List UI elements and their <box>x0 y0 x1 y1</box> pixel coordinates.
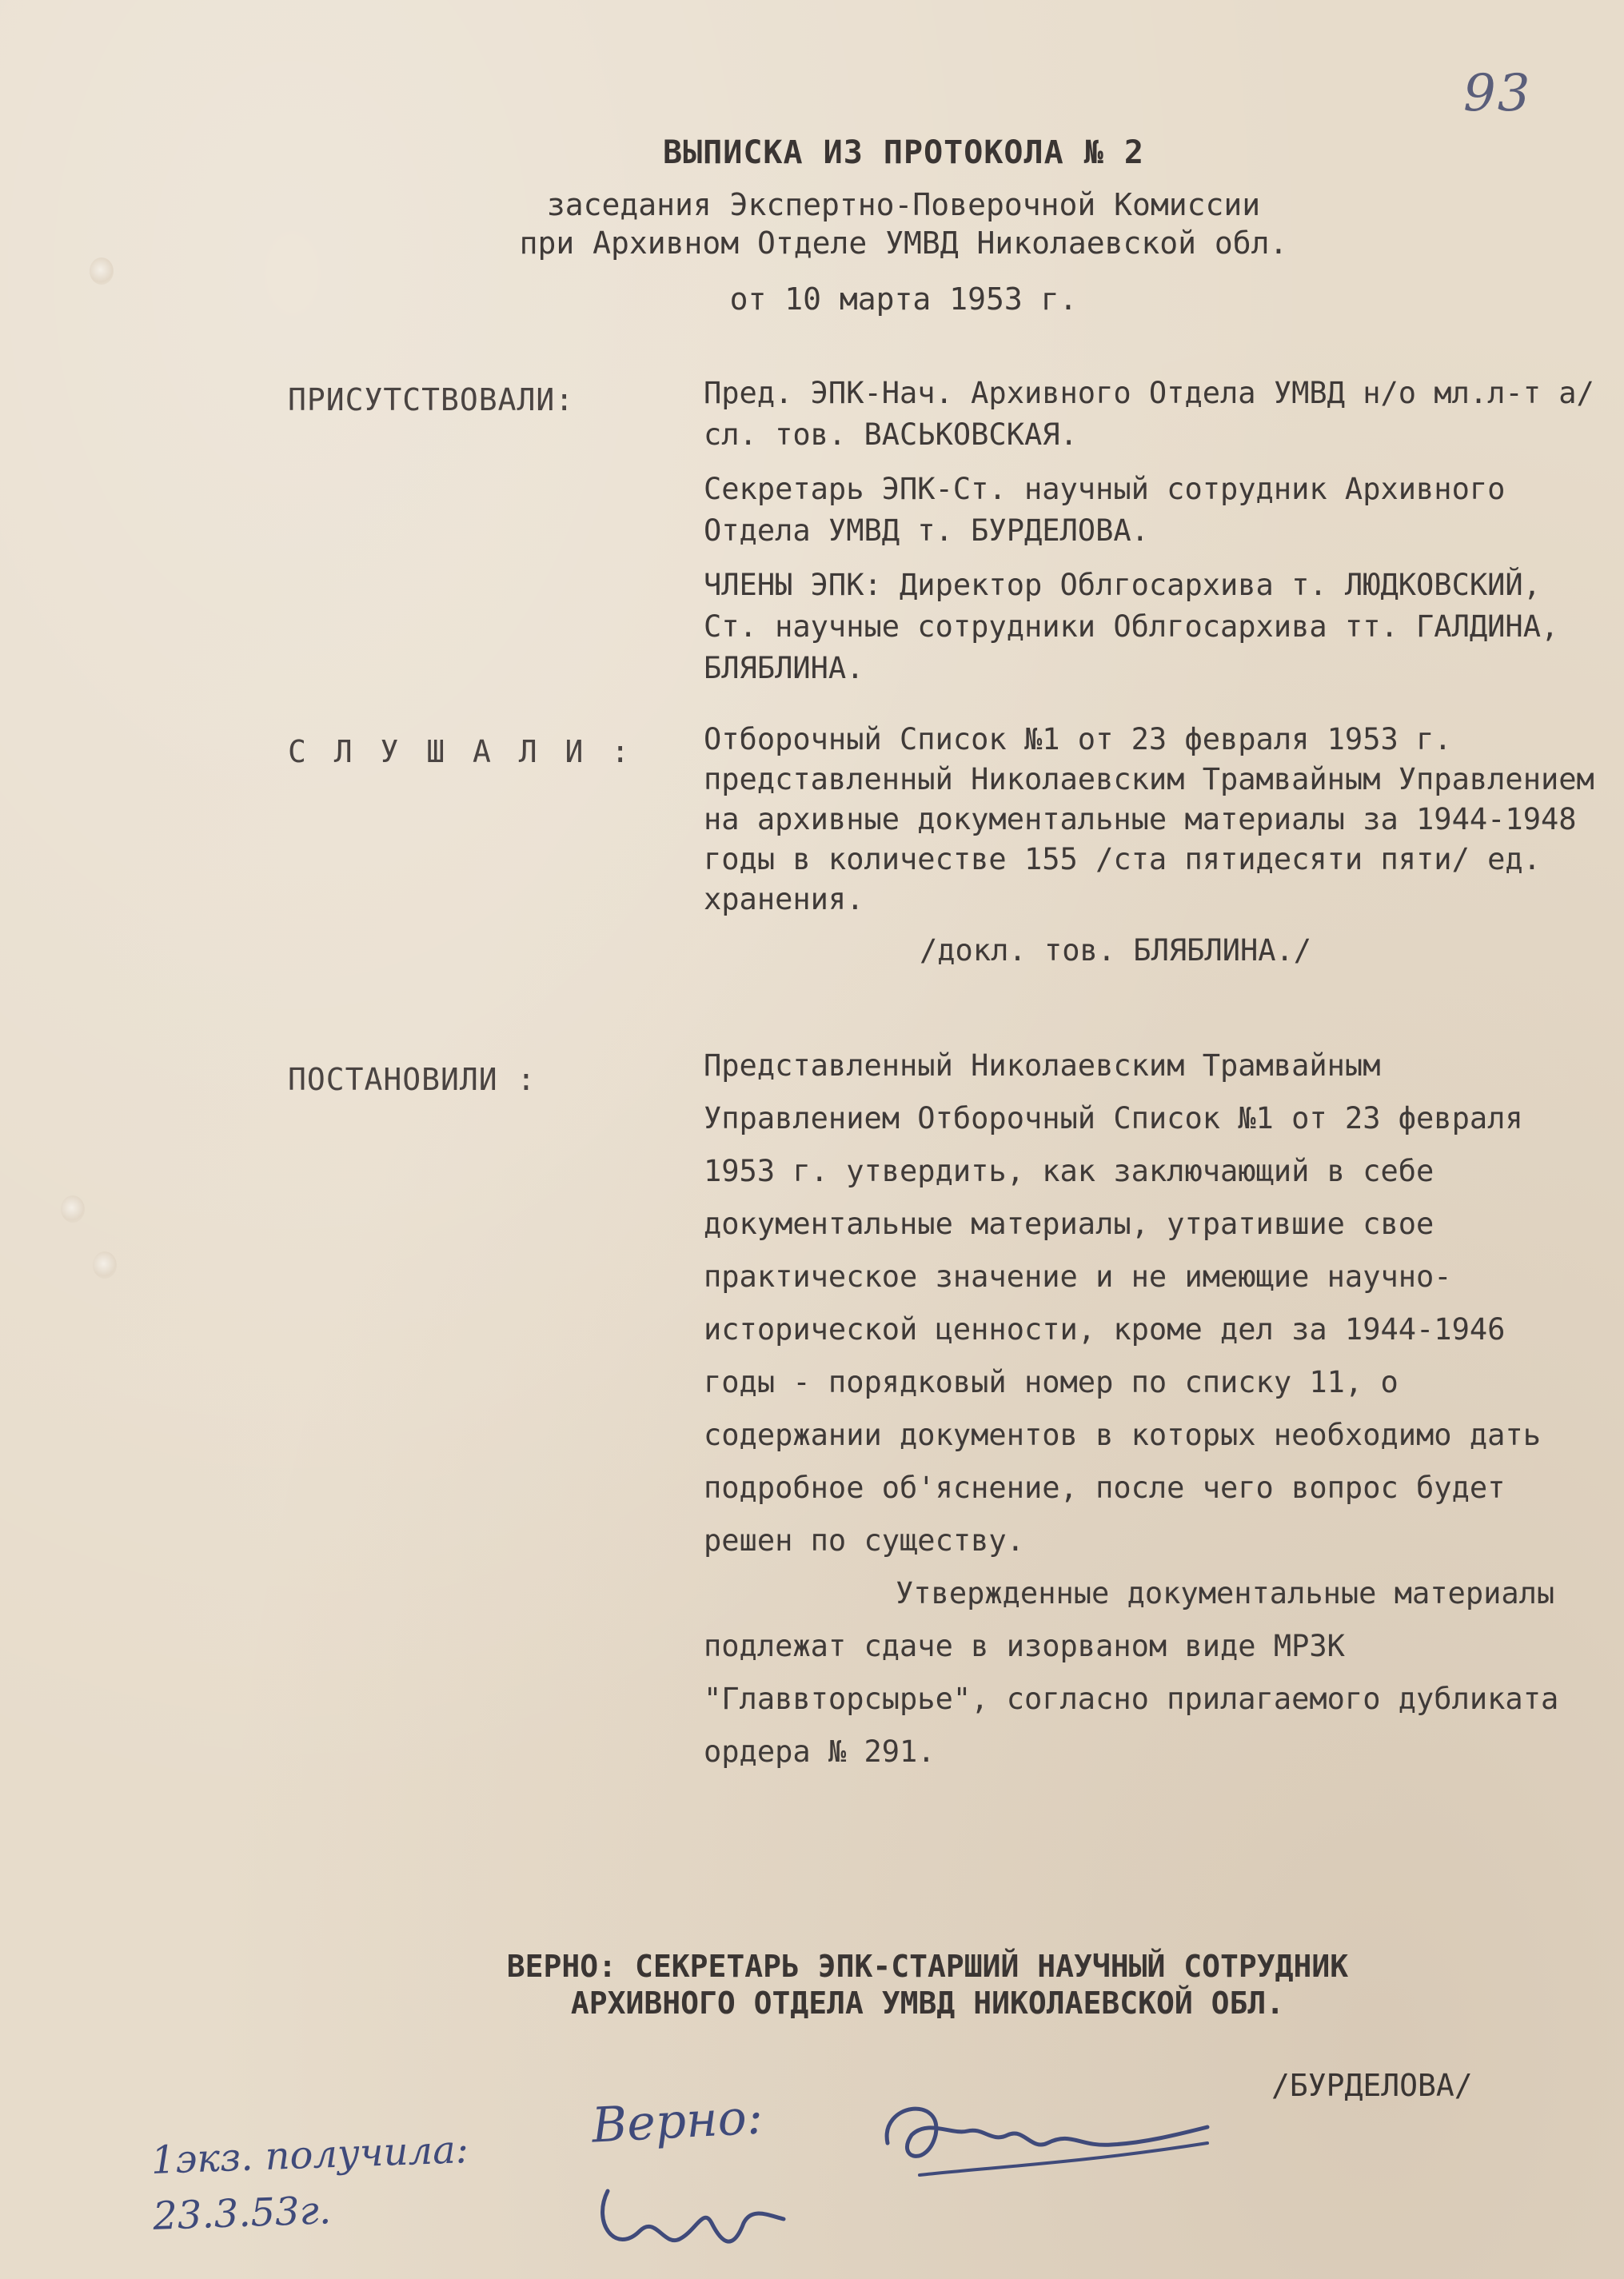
heard-text: Отборочный Список №1 от 23 февраля 1953 г. представленный Николаевским Трамвайным Управлением на архивные документальные материалы за 1944-1948 годы в количестве 155 /ста пятидесяти пяти/ ед. хранения. <box>704 722 1594 916</box>
received-note-line-2: 23.3.53г. <box>152 2188 332 2239</box>
decision-paragraph-1: Представленный Николаевским Трамвайным Управлением Отборочный Список №1 от 23 февраля 1953 г. утвердить, как заключающий в себе документальные материалы, утратившие свое практическое значение и не имеющие научно-исторической ценности, кроме дел за 1944-1946 годы - порядковый номер по списку 11, о содержании документов в которых необходимо дать подробное об'яснение, после чего вопрос будет решен по существу. <box>704 1048 1541 1558</box>
punch-hole <box>93 1251 117 1279</box>
received-note-line-1: 1экз. получила: <box>150 2127 469 2183</box>
members-entry: ЧЛЕНЫ ЭПК: Директор Облгосархива т. ЛЮДКОВСКИЙ, Ст. научные сотрудники Облгосархива тт. ГАЛДИНА, БЛЯБЛИНА. <box>704 568 1559 685</box>
handwritten-initials <box>592 2175 800 2271</box>
document-title: ВЫПИСКА ИЗ ПРОТОКОЛА № 2 <box>663 134 1144 171</box>
certification-block <box>368 1948 1487 2022</box>
secretary-entry: Секретарь ЭПК-Ст. научный сотрудник Архивного Отдела УМВД т. БУРДЕЛОВА. <box>704 472 1506 548</box>
present-label: ПРИСУТСТВОВАЛИ: <box>288 382 575 417</box>
decided-label: ПОСТАНОВИЛИ : <box>288 1062 537 1097</box>
header-line-2: при Архивном Отделе УМВД Николаевской обл. <box>519 226 1288 261</box>
certification-line-2: АРХИВНОГО ОТДЕЛА УМВД НИКОЛАЕВСКОЙ ОБЛ. <box>570 1986 1285 2021</box>
heard-section <box>704 720 1599 971</box>
decided-section <box>704 1040 1591 1778</box>
certification-line-1: ВЕРНО: СЕКРЕТАРЬ ЭПК-СТАРШИЙ НАУЧНЫЙ СОТРУДНИК <box>506 1949 1349 1984</box>
document-date: от 10 марта 1953 г. <box>729 281 1078 317</box>
handwritten-received-note <box>150 2121 472 2245</box>
present-section <box>704 373 1599 702</box>
reporter-note: /докл. тов. БЛЯБЛИНА./ <box>920 933 1312 968</box>
handwritten-signature <box>872 2087 1239 2207</box>
handwritten-copy-note: Верно: <box>590 2089 764 2154</box>
punch-hole <box>61 1195 85 1223</box>
signatory-surname: /БУРДЕЛОВА/ <box>1271 2068 1473 2103</box>
heard-label: С Л У Ш А Л И : <box>288 734 635 769</box>
chair-entry: Пред. ЭПК-Нач. Архивного Отдела УМВД н/о мл.л-т а/сл. тов. ВАСЬКОВСКАЯ. <box>704 376 1594 452</box>
document-header <box>384 134 1423 318</box>
archive-page-number: 93 <box>1463 64 1532 123</box>
decision-paragraph-2: Утвержденные документальные материалы подлежат сдаче в изорваном виде МРЗК "Главвторсырье", согласно прилагаемого дубликата ордера № 291. <box>704 1576 1559 1769</box>
header-line-1: заседания Экспертно-Поверочной Комиссии <box>546 187 1261 222</box>
punch-hole <box>90 257 114 285</box>
